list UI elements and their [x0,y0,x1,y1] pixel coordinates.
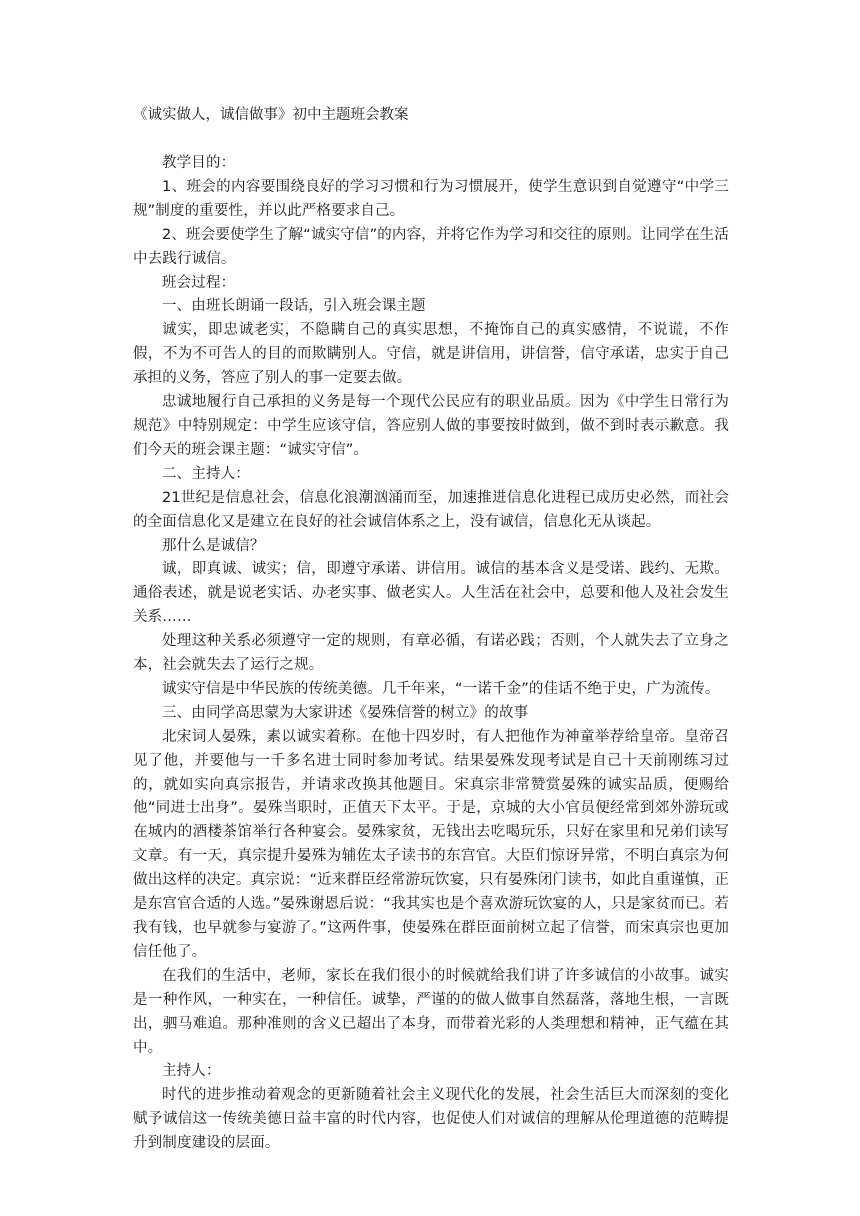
paragraph-tradition: 诚实守信是中华民族的传统美德。几千年来，“一诺千金”的佳话不绝于史，广为流传。 [162,680,720,697]
paragraph-purpose-2: 2、班会要使学生了解“诚实守信”的内容，并将它作为学习和交往的原则。让同学在生活中去践行诚信。 [133,226,729,267]
paragraph-question: 那什么是诚信？ [162,537,265,554]
paragraph-daily-life: 在我们的生活中，老师，家长在我们很小的时候就给我们讲了许多诚信的小故事。诚实是一种作风，一种实在，一种信任。诚挚，严谨的的做人做事自然磊落，落地生根，一言既出，驷马难追。那种准则的含义已超出了本身，而带着光彩的人类理想和精神，正气蕴在其中。 [133,967,729,1056]
paragraph-integrity-meaning: 诚，即真诚、诚实；信，即遵守承诺、讲信用。诚信的基本含义是受诺、践约、无欺。通俗表述，就是说老实话、办老实事、做老实人。人生活在社会中，总要和他人及社会发生关系…… [133,561,729,626]
document-title: 《诚实做人，诚信做事》初中主题班会教案 [133,107,409,123]
paragraph-host-heading: 主持人： [162,1063,221,1080]
document-body [133,152,729,1156]
paragraph-modern-era: 时代的进步推动着观念的更新随着社会主义现代化的发展，社会生活巨大而深刻的变化赋予诚信这一传统美德日益丰富的时代内容，也促使人们对诚信的理解从伦理道德的范畴提升到制度建设的层面。 [133,1087,729,1152]
section-heading-2: 二、主持人： [162,465,250,482]
paragraph-process-heading: 班会过程： [162,274,236,291]
section-heading-3: 三、由同学高思蒙为大家讲述《晏殊信誉的树立》的故事 [162,704,529,721]
section-heading-1: 一、由班长朗诵一段话，引入班会课主题 [162,298,426,315]
paragraph-purpose-1: 1、班会的内容要围绕良好的学习习惯和行为习惯展开，使学生意识到自觉遵守“中学三规”制度的重要性，并以此严格要求自己。 [133,178,729,219]
paragraph-teaching-purpose-heading: 教学目的： [162,155,236,171]
paragraph-duty: 忠诚地履行自己承担的义务是每一个现代公民应有的职业品质。因为《中学生日常行为规范》中特别规定：中学生应该守信，答应别人做的事要按时做到，做不到时表示歉意。我们今天的班会课主题：“诚实守信”。 [133,394,729,458]
paragraph-honesty-definition: 诚实，即忠诚老实，不隐瞒自己的真实思想，不掩饰自己的真实感情，不说谎，不作假，不为不可告人的目的而欺瞒别人。守信，就是讲信用，讲信誉，信守承诺，忠实于自己承担的义务，答应了别人的事一定要去做。 [133,322,729,387]
paragraph-rules: 处理这种关系必须遵守一定的规则，有章必循，有诺必践；否则，个人就失去了立身之本，社会就失去了运行之规。 [133,633,729,674]
paragraph-yan-shu-story: 北宋词人晏殊，素以诚实着称。在他十四岁时，有人把他作为神童举荐给皇帝。皇帝召见了他，并要他与一千多名进士同时参加考试。结果晏殊发现考试是自己十天前刚练习过的，就如实向真宗报告，并请求改换其他题目。宋真宗非常赞赏晏殊的诚实品质，便赐给他“同进士出身”。晏殊当职时，正值天下太平。于是，京城的大小官员便经常到郊外游玩或在城内的酒楼茶馆举行各种宴会。晏殊家贫，无钱出去吃喝玩乐，只好在家里和兄弟们读写文章。有一天，真宗提升晏殊为辅佐太子读书的东宫官。大臣们惊讶异常，不明白真宗为何做出这样的决定。真宗说：“近来群臣经常游玩饮宴，只有晏殊闭门读书，如此自重谨慎，正是东宫官合适的人选。”晏殊谢恩后说：“我其实也是个喜欢游玩饮宴的人，只是家贫而已。若我有钱，也早就参与宴游了。”这两件事，使晏殊在群臣面前树立起了信誉，而宋真宗也更加信任他了。 [133,728,729,960]
paragraph-information-society: 21世纪是信息社会，信息化浪潮汹涌而至，加速推进信息化进程已成历史必然，而社会的全面信息化又是建立在良好的社会诚信体系之上，没有诚信，信息化无从谈起。 [133,489,729,530]
